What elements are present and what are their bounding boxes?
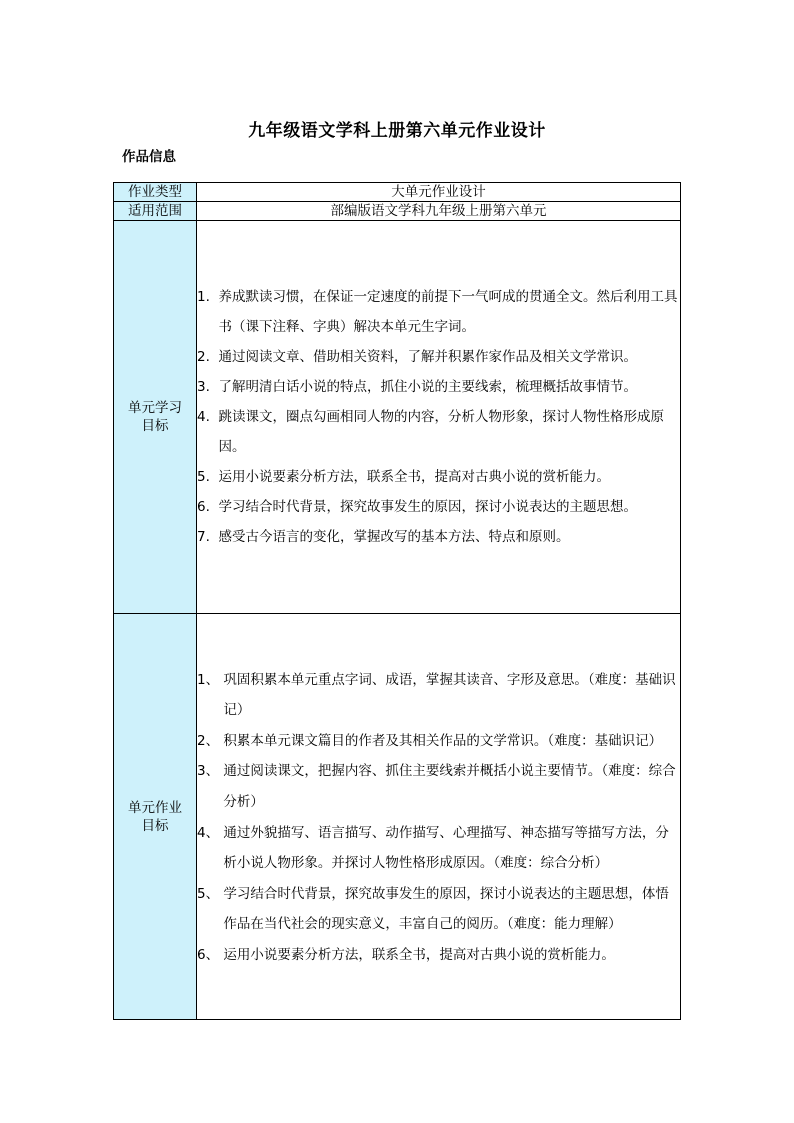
list-item [197,756,680,817]
list-item-number: 4. [197,409,219,425]
list-item [197,342,680,372]
list-item-number: 2、 [197,732,224,749]
list-item-text: 通过阅读课文，把握内容、抓住主要线索并概括小说主要情节。（难度：综合分析） [223,763,676,810]
list-item-text: 感受古今语言的变化，掌握改写的基本方法、特点和原则。 [218,529,570,545]
list-item-number: 5、 [197,885,224,902]
list-item-number: 2. [197,349,219,365]
homework-goals-cell [197,614,681,1020]
list-item [197,282,680,342]
homework-goals-label-line1: 单元作业 [128,799,182,816]
list-item-number: 3. [197,379,219,395]
homework-goals-label-line2: 目标 [141,817,169,834]
list-item [197,402,680,462]
list-item-text: 跳读课文，圈点勾画相同人物的内容，分析人物形象，探讨人物性格形成原因。 [218,409,664,455]
table-row-scope [114,202,681,221]
scope-label: 适用范围 [114,202,197,221]
list-item [197,462,680,492]
list-item-text: 养成默读习惯，在保证一定速度的前提下一气呵成的贯通全文。然后利用工具书（课下注释、字典）解决本单元生字词。 [218,289,678,335]
list-item-number: 6. [197,499,219,515]
learning-goals-cell [197,221,681,614]
learning-goals-label-line1: 单元学习 [128,400,182,416]
list-item-text: 通过阅读文章、借助相关资料，了解并积累作家作品及相关文学常识。 [218,349,637,365]
list-item-text: 运用小说要素分析方法，联系全书，提高对古典小说的赏析能力。 [218,469,610,485]
learning-goals-list [197,282,680,552]
list-item [197,818,680,879]
learning-goals-label-line2: 目标 [141,418,169,434]
learning-goals-label [114,221,197,614]
list-item-number: 7. [197,529,219,545]
list-item-text: 学习结合时代背景，探究故事发生的原因，探讨小说表达的主题思想。 [218,499,637,515]
list-item-number: 3、 [197,763,224,780]
scope-value: 部编版语文学科九年级上册第六单元 [197,202,681,221]
list-item-text: 了解明清白话小说的特点，抓住小说的主要线索，梳理概括故事情节。 [218,379,637,395]
list-item-number: 6、 [197,946,224,963]
list-item-text: 通过外貌描写、语言描写、动作描写、心理描写、神态描写等描写方法，分析小说人物形象。并探讨人物性格形成原因。（难度：综合分析） [223,824,669,872]
list-item-number: 1、 [197,671,224,688]
list-item [197,372,680,402]
info-table [113,182,681,1020]
homework-goals-label [114,614,197,1020]
list-item-number: 5. [197,469,219,485]
homework-goals-list [197,663,680,971]
list-item-text: 学习结合时代背景，探究故事发生的原因，探讨小说表达的主题思想，体悟作品在当代社会的现实意义，丰富自己的阅历。（难度：能力理解） [223,885,669,933]
type-value: 大单元作业设计 [197,183,681,202]
list-item [197,726,680,757]
document-title: 九年级语文学科上册第六单元作业设计 [248,121,546,141]
list-item [197,522,680,552]
table-row-learning-goals [114,221,681,614]
list-item-number: 1. [197,289,219,305]
list-item-text: 巩固积累本单元重点字词、成语，掌握其读音、字形及意思。（难度：基础识记） [223,671,676,719]
table-row-type [114,183,681,202]
section-heading: 作品信息 [122,149,176,165]
list-item-number: 4、 [197,824,224,841]
list-item [197,940,680,971]
list-item-text: 运用小说要素分析方法，联系全书，提高对古典小说的赏析能力。 [223,946,615,963]
list-item [197,665,680,726]
table-row-homework-goals [114,614,681,1020]
list-item-text: 积累本单元课文篇目的作者及其相关作品的文学常识。（难度：基础识记） [223,732,663,749]
list-item [197,879,680,940]
type-label: 作业类型 [114,183,197,202]
list-item [197,492,680,522]
